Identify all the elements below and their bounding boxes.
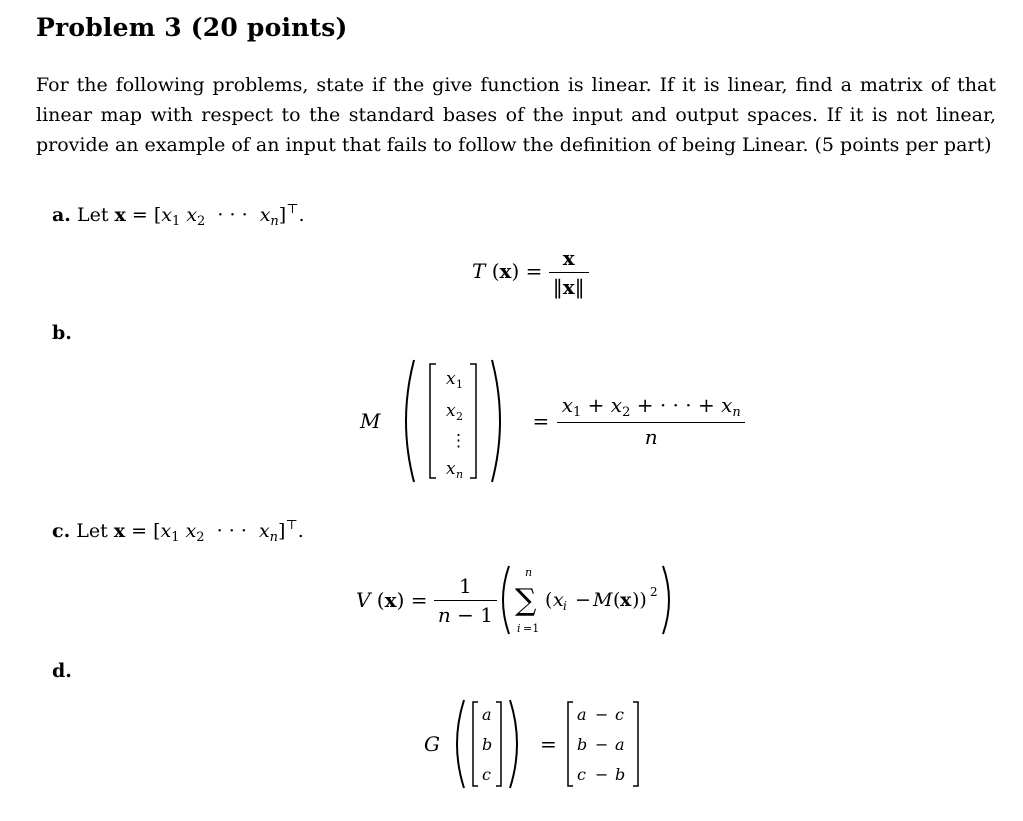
svg-text:−: − [594, 765, 609, 784]
svg-text:b: b [614, 765, 625, 784]
problem-title: Problem 3 (20 points) [36, 13, 348, 42]
svg-text:⋮: ⋮ [450, 431, 468, 451]
part-c-summation [497, 560, 737, 640]
part-a-label: a. [52, 204, 71, 226]
part-c-equation: V ( x ) = $\frac{1}{n - 1}$ n ∑ i =1 ( x i − M ( x )) 2 [356, 560, 737, 640]
svg-text:(: ( [544, 589, 553, 611]
svg-text:x: x [446, 459, 457, 479]
svg-text:−: − [594, 705, 609, 724]
svg-text:2: 2 [649, 585, 658, 599]
svg-text:n: n [456, 468, 464, 481]
part-b-label: b. [52, 322, 72, 344]
svg-text:i: i [562, 599, 567, 613]
svg-text:(: ( [612, 589, 621, 611]
svg-text:−: − [594, 735, 609, 754]
svg-text:c: c [614, 705, 624, 724]
svg-text:b: b [576, 735, 587, 754]
part-d-input-vector [442, 696, 532, 792]
svg-text:−: − [574, 589, 591, 611]
part-b-column-vector [384, 356, 524, 486]
svg-text:1: 1 [456, 378, 464, 391]
svg-text:a: a [481, 705, 492, 724]
svg-text:∑: ∑ [514, 583, 537, 618]
part-c-let: Let [76, 520, 108, 542]
svg-text:a: a [576, 705, 587, 724]
problem-instructions: For the following problems, state if the give function is linear. If it is linear, find a matrix of that linear map with respect to the standard bases of the input and output spaces. If it is not linear, provide an example of an input that fails to follow the definition of being Linear. (5 points per part) [36, 74, 996, 156]
part-d-output-vector [565, 696, 641, 792]
svg-text:x: x [619, 589, 632, 611]
svg-text:x: x [552, 589, 564, 611]
svg-text:c: c [481, 765, 491, 784]
part-c-label: c. [52, 520, 71, 542]
part-a [52, 202, 304, 229]
svg-text:a: a [614, 735, 625, 754]
part-a-equation: T (x) = $\frac{x}{‖x‖}$ [472, 246, 589, 299]
part-d-equation: G a b c = a − c b − a c − b [424, 696, 641, 792]
part-c-vector-def: $x = [x_1$ $x_2$ · · · $x_n]^⊤$. [113, 518, 304, 545]
svg-text:)): )) [631, 589, 647, 611]
svg-text:i: i [516, 622, 521, 635]
svg-text:c: c [576, 765, 586, 784]
svg-text:=1: =1 [522, 622, 540, 635]
svg-text:2: 2 [456, 410, 464, 423]
part-c [52, 518, 304, 545]
part-a-let: Let [76, 204, 109, 226]
svg-text:b: b [481, 735, 493, 754]
part-b-equation: M x 1 x 2 ⋮ x n = $\frac{x_1 + x_2 + \cdot \cdot \cdot + x_n}{n}$ [360, 356, 745, 486]
svg-text:n: n [524, 566, 533, 579]
part-d-label: d. [52, 660, 72, 682]
svg-text:x: x [446, 401, 457, 421]
svg-text:M: M [592, 589, 613, 611]
svg-text:x: x [446, 369, 457, 389]
part-a-vector-def: $x = [x_1$ $x_2$ · · · $x_n]^⊤$. [114, 202, 305, 229]
